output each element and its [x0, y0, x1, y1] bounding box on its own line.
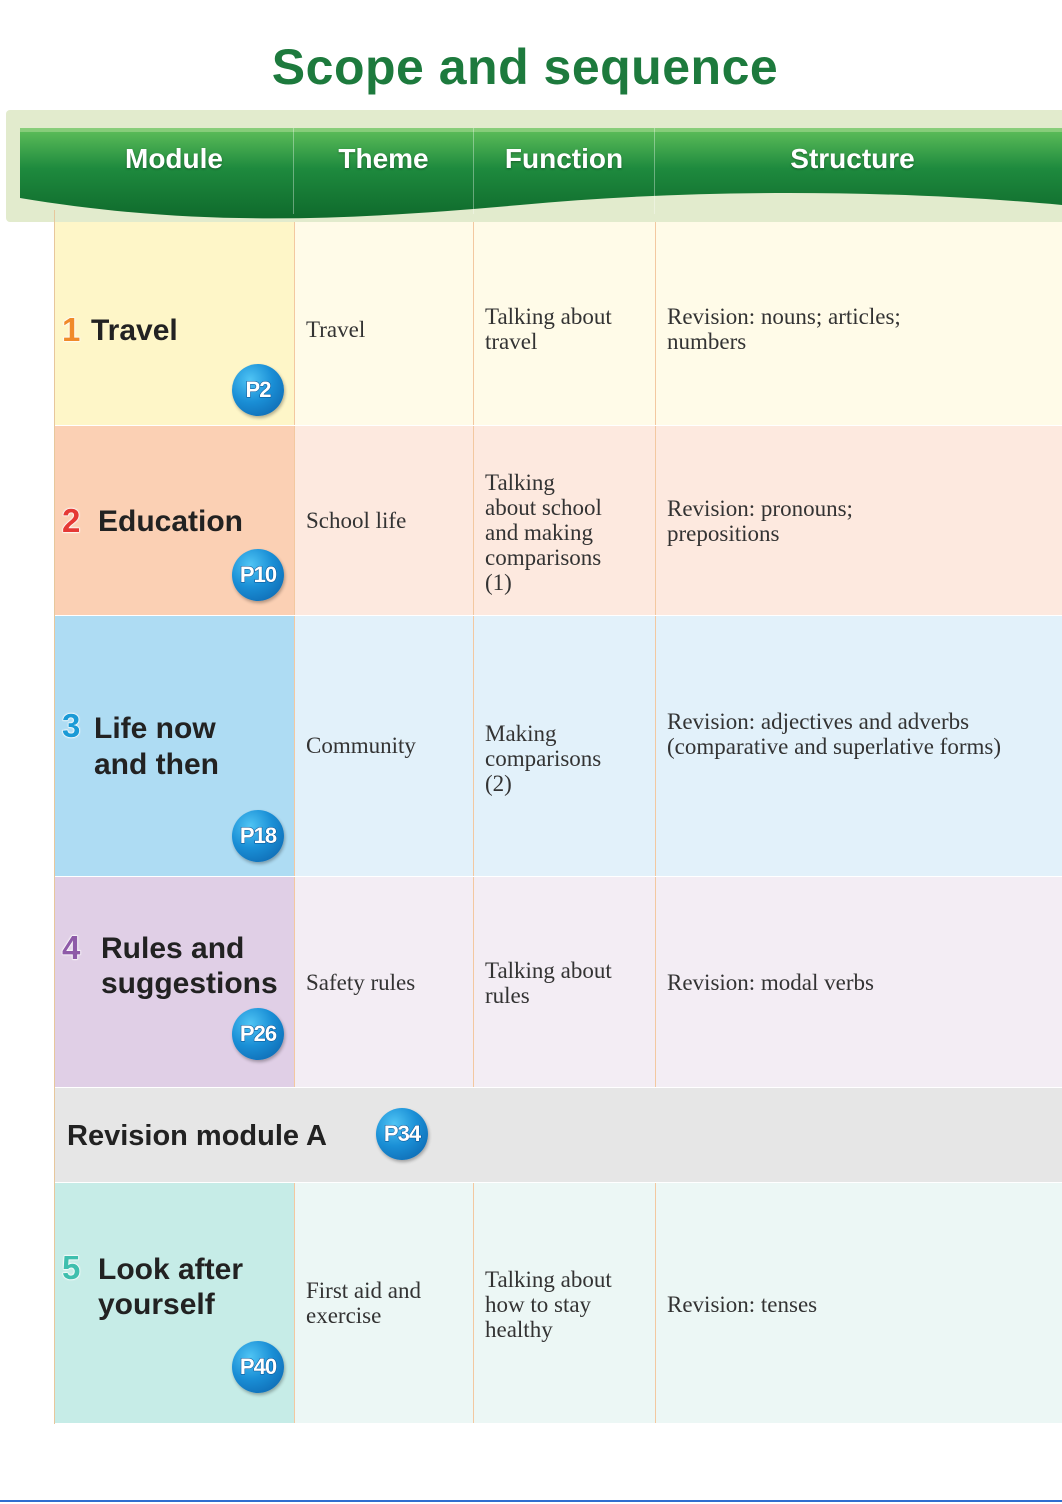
module-cell: [54, 877, 294, 1087]
header-structure: Structure: [790, 143, 915, 174]
structure-cell: [655, 616, 1062, 876]
page-badge[interactable]: P18: [232, 810, 284, 862]
theme-cell: [294, 426, 473, 615]
function-text: Talking about rules: [485, 958, 612, 1008]
module-cell: [54, 222, 294, 425]
theme-cell: [294, 877, 473, 1087]
revision-title: Revision module A: [67, 1120, 327, 1152]
theme-cell: [294, 222, 473, 425]
structure-cell: [655, 222, 1062, 425]
function-cell: [473, 877, 655, 1087]
module-number: 1: [62, 311, 81, 348]
module-cell: [54, 1183, 294, 1423]
header-module: Module: [125, 143, 223, 174]
function-text: Talking about travel: [485, 304, 612, 354]
theme-text: Travel: [306, 317, 366, 342]
structure-text: Revision: nouns; articles; numbers: [667, 304, 901, 354]
module-number: 2: [62, 502, 81, 539]
header-function: Function: [504, 143, 624, 174]
function-cell: [473, 1183, 655, 1423]
module-cell: [54, 426, 294, 615]
page-bottom-rule: [0, 1500, 1062, 1502]
header-theme: Theme: [338, 143, 429, 174]
structure-text: Revision: modal verbs: [667, 970, 874, 995]
function-cell: [473, 222, 655, 425]
page-badge[interactable]: P10: [232, 549, 284, 601]
module-number: 3: [62, 707, 81, 744]
module-cell: [54, 616, 294, 876]
function-text: Making comparisons (2): [485, 721, 602, 796]
page-badge[interactable]: P40: [232, 1341, 284, 1393]
page-title: Scope and sequence: [271, 39, 779, 95]
module-row-2: [54, 426, 1062, 615]
module-number: 4: [62, 929, 81, 966]
page-badge[interactable]: P2: [232, 364, 284, 416]
module-row-3: [54, 616, 1062, 876]
module-row-5: [54, 1183, 1062, 1423]
structure-text: Revision: adjectives and adverbs (comparative and superlative forms): [667, 709, 1002, 759]
function-text: Talking about school and making comparisons (1): [485, 470, 602, 595]
structure-cell: [655, 426, 1062, 615]
theme-cell: [294, 616, 473, 876]
function-cell: [473, 616, 655, 876]
theme-text: Community: [306, 733, 416, 758]
structure-cell: [655, 877, 1062, 1087]
module-title: Rules and suggestions: [101, 932, 278, 1000]
function-text: Talking about how to stay healthy: [485, 1267, 612, 1342]
header-banner: [0, 110, 1062, 240]
module-title: Travel: [91, 314, 178, 347]
structure-cell: [655, 1183, 1062, 1423]
table-left-rule: [54, 210, 55, 1424]
function-cell: [473, 426, 655, 615]
module-title: Look after yourself: [98, 1253, 244, 1321]
module-title: Education: [98, 505, 244, 538]
theme-text: First aid and exercise: [306, 1278, 421, 1328]
theme-text: Safety rules: [306, 970, 416, 995]
module-number: 5: [62, 1249, 81, 1286]
theme-text: School life: [306, 508, 407, 533]
structure-text: Revision: tenses: [667, 1292, 818, 1317]
module-title: Life now and then: [94, 712, 219, 781]
module-row-4: [54, 877, 1062, 1087]
theme-cell: [294, 1183, 473, 1423]
structure-text: Revision: pronouns; prepositions: [667, 496, 853, 546]
page-badge[interactable]: P34: [376, 1108, 428, 1160]
module-row-1: [54, 222, 1062, 425]
page-badge[interactable]: P26: [232, 1008, 284, 1060]
revision-row: [54, 1088, 1062, 1182]
